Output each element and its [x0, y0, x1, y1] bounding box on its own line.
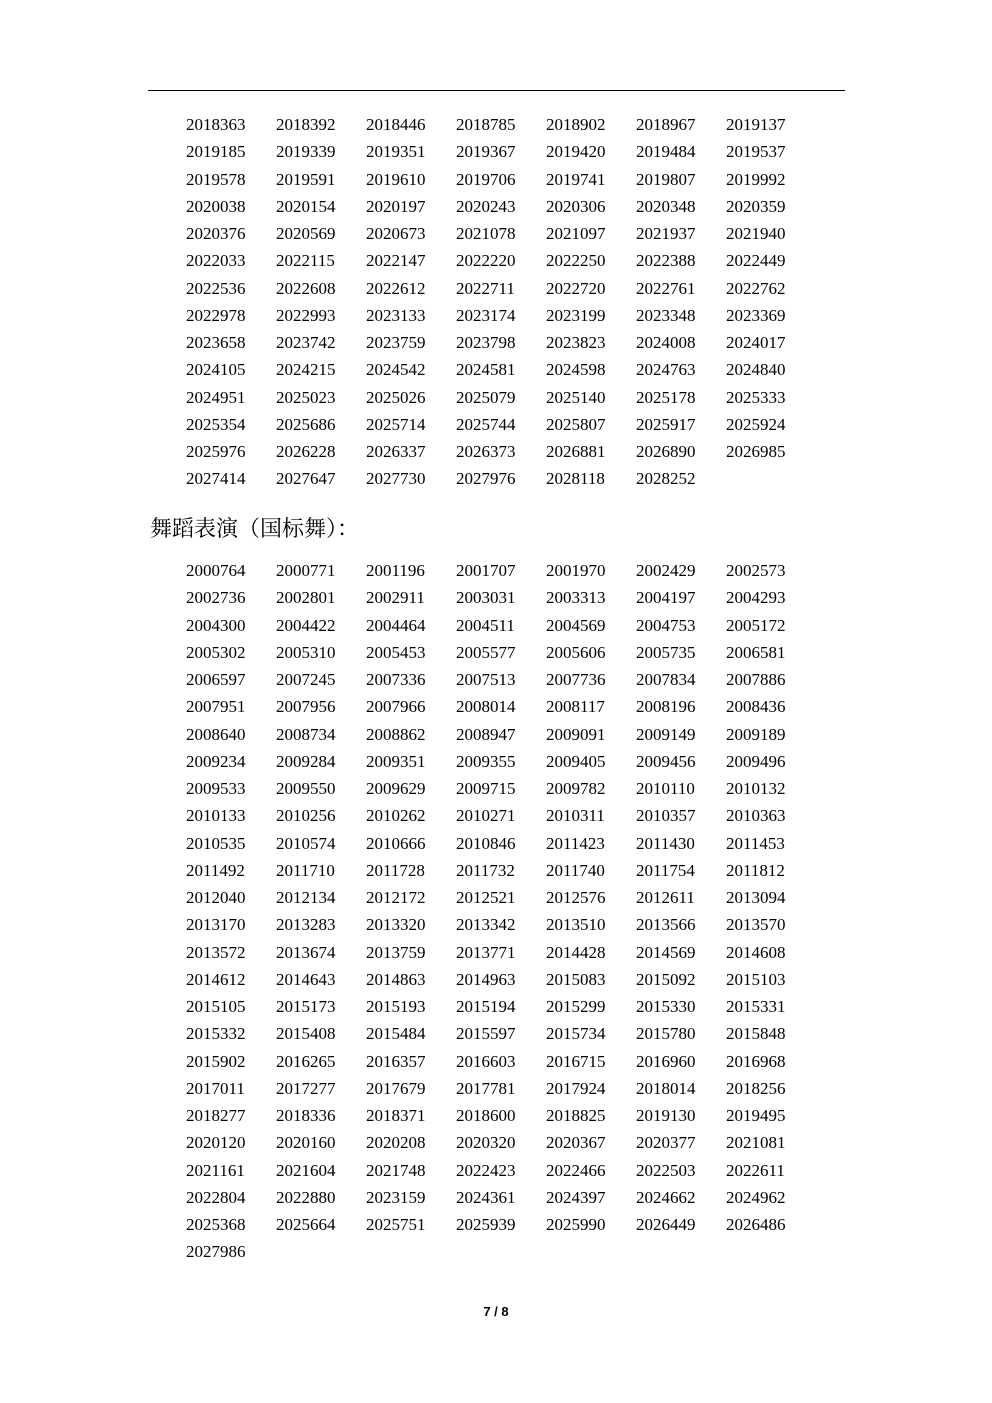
id-number: 2025023: [276, 387, 336, 407]
id-number: 2012521: [456, 888, 516, 907]
id-number: 2015484: [366, 1024, 426, 1044]
id-number: 2022503: [636, 1160, 696, 1180]
id-number: 2007834: [636, 670, 696, 689]
id-number: 2019137: [726, 115, 786, 134]
id-number: 2024598: [546, 360, 606, 380]
id-number: 2008117: [546, 697, 605, 717]
id-number: 2026890: [636, 442, 696, 461]
id-number: 2010666: [366, 833, 426, 853]
id-number: 2005310: [276, 642, 336, 662]
id-number: 2025686: [276, 414, 336, 434]
id-number: 2023823: [546, 333, 606, 352]
id-number: 2022720: [546, 278, 606, 298]
id-number: 2019351: [366, 142, 426, 162]
id-list-ballroom-dance: [186, 557, 816, 1266]
id-number: 2022466: [546, 1160, 606, 1180]
id-number: 2009149: [636, 724, 696, 744]
id-number: 2013759: [366, 942, 426, 962]
id-number: 2020197: [366, 196, 426, 216]
id-number: 2022250: [546, 251, 606, 271]
id-number: 2022804: [186, 1187, 246, 1207]
id-number: 2013771: [456, 942, 516, 962]
id-number: 2026228: [276, 442, 336, 461]
id-number: 2004569: [546, 615, 606, 635]
id-number: 2009533: [186, 779, 246, 798]
section-heading-ballroom-dance: 舞蹈表演（国标舞）：: [150, 517, 360, 542]
id-number: 2009351: [366, 751, 426, 771]
id-number: 2025917: [636, 414, 696, 434]
id-number: 2004300: [186, 615, 246, 635]
id-number: 2015780: [636, 1024, 696, 1044]
id-number: 2008014: [456, 697, 516, 717]
id-number: 2027414: [186, 469, 246, 489]
id-number: 2025079: [456, 387, 516, 407]
id-number: 2013094: [726, 888, 786, 907]
id-number: 2023658: [186, 333, 246, 352]
id-number: 2007736: [546, 670, 606, 689]
id-number: 2024962: [726, 1187, 786, 1207]
id-number: 2019537: [726, 142, 786, 162]
id-number: 2026373: [456, 442, 516, 461]
id-number: 2019578: [186, 169, 246, 189]
id-number: 2015194: [456, 997, 516, 1016]
id-number: 2020038: [186, 196, 246, 216]
id-number: 2015734: [546, 1024, 606, 1044]
id-number: 2014612: [186, 969, 246, 989]
id-number: 2010132: [726, 779, 786, 798]
id-number: 2008734: [276, 724, 336, 744]
id-number: 2009234: [186, 751, 246, 771]
id-number: 2010535: [186, 833, 246, 853]
id-number: 2022761: [636, 278, 696, 298]
id-number: 2009715: [456, 779, 516, 798]
id-number: 2020376: [186, 224, 246, 243]
id-number: 2001196: [366, 561, 425, 580]
id-number: 2027976: [456, 469, 516, 489]
id-number: 2022388: [636, 251, 696, 271]
id-number: 2009782: [546, 779, 606, 798]
id-number: 2016715: [546, 1051, 606, 1071]
id-number: 2018392: [276, 115, 336, 134]
id-number: 2021097: [546, 224, 606, 243]
id-number: 2024581: [456, 360, 516, 380]
id-number: 2007336: [366, 670, 426, 689]
id-number: 2028118: [546, 469, 605, 489]
id-number: 2025924: [726, 414, 786, 434]
id-number: 2025744: [456, 414, 516, 434]
id-number: 2019339: [276, 142, 336, 162]
id-number: 2016960: [636, 1051, 696, 1071]
id-number: 2025368: [186, 1215, 246, 1234]
id-number: 2012134: [276, 888, 336, 907]
id-number: 2017679: [366, 1078, 426, 1098]
id-number: 2004753: [636, 615, 696, 635]
id-number: 2002429: [636, 561, 696, 580]
id-number: 2023798: [456, 333, 516, 352]
id-number: 2021940: [726, 224, 786, 243]
id-number: 2012040: [186, 888, 246, 907]
id-number: 2023199: [546, 305, 606, 325]
id-number: 2004511: [456, 615, 515, 635]
id-number: 2021078: [456, 224, 516, 243]
id-number: 2016968: [726, 1051, 786, 1071]
id-number: 2019741: [546, 169, 606, 189]
id-number: 2025178: [636, 387, 696, 407]
id-number: 2023133: [366, 305, 426, 325]
id-number: 2020569: [276, 224, 336, 243]
id-number: 2020208: [366, 1133, 426, 1153]
id-number: 2025354: [186, 414, 246, 434]
id-number: 2018256: [726, 1078, 786, 1098]
id-number: 2015408: [276, 1024, 336, 1044]
id-number: 2003031: [456, 588, 516, 608]
id-number: 2015848: [726, 1024, 786, 1044]
id-number: 2008196: [636, 697, 696, 717]
id-number: 2015103: [726, 969, 786, 989]
id-number: 2024017: [726, 333, 786, 352]
id-number: 2009405: [546, 751, 606, 771]
id-number: 2017011: [186, 1078, 245, 1098]
id-list-continued: [186, 111, 816, 493]
id-number: 2015193: [366, 997, 426, 1016]
id-number: 2023159: [366, 1187, 426, 1207]
id-number: 2022993: [276, 305, 336, 325]
id-number: 2013170: [186, 915, 246, 935]
id-number: 2025807: [546, 414, 606, 434]
id-number: 2026985: [726, 442, 786, 461]
id-number: 2001707: [456, 561, 516, 580]
id-number: 2023174: [456, 305, 516, 325]
id-number: 2028252: [636, 469, 696, 489]
id-number: 2011423: [546, 833, 605, 853]
id-number: 2004293: [726, 588, 786, 608]
id-number: 2021161: [186, 1160, 245, 1180]
id-number: 2025990: [546, 1215, 606, 1234]
id-number: 2015173: [276, 997, 336, 1016]
id-number: 2001970: [546, 561, 606, 580]
id-number: 2018336: [276, 1106, 336, 1125]
id-number: 2025714: [366, 414, 426, 434]
id-number: 2011754: [636, 860, 695, 880]
id-number: 2019992: [726, 169, 786, 189]
id-number: 2005453: [366, 642, 426, 662]
id-number: 2010133: [186, 806, 246, 826]
id-number: 2018785: [456, 115, 516, 134]
id-number: 2019130: [636, 1106, 696, 1125]
id-number: 2010846: [456, 833, 516, 853]
id-number: 2014608: [726, 942, 786, 962]
id-number: 2013566: [636, 915, 696, 935]
id-number: 2015597: [456, 1024, 516, 1044]
page-number: 7 / 8: [483, 1304, 509, 1319]
id-number: 2022033: [186, 251, 246, 271]
id-number: 2013320: [366, 915, 426, 935]
id-number: 2015299: [546, 997, 606, 1016]
id-number: 2020348: [636, 196, 696, 216]
id-number: 2006597: [186, 670, 246, 689]
id-number: 2019610: [366, 169, 426, 189]
id-number: 2011732: [456, 860, 515, 880]
id-number: 2024951: [186, 387, 246, 407]
id-number: 2025026: [366, 387, 426, 407]
id-number: 2018277: [186, 1106, 246, 1125]
id-number: 2010574: [276, 833, 336, 853]
id-number: 2019367: [456, 142, 516, 162]
id-number: 2018014: [636, 1078, 696, 1098]
id-number: 2010256: [276, 806, 336, 826]
id-number: 2014863: [366, 969, 426, 989]
id-number: 2019706: [456, 169, 516, 189]
id-number: 2024763: [636, 360, 696, 380]
id-number: 2013572: [186, 942, 246, 962]
id-number: 2015330: [636, 997, 696, 1016]
id-number: 2022880: [276, 1187, 336, 1207]
id-number: 2011453: [726, 833, 785, 853]
id-number: 2010363: [726, 806, 786, 826]
id-number: 2002736: [186, 588, 246, 608]
id-number: 2018446: [366, 115, 426, 134]
id-number: 2024008: [636, 333, 696, 352]
id-number: 2018825: [546, 1106, 606, 1125]
id-number: 2007966: [366, 697, 426, 717]
id-number: 2005302: [186, 642, 246, 662]
id-number: 2009284: [276, 751, 336, 771]
id-number: 2011740: [546, 860, 605, 880]
id-number: 2025333: [726, 387, 786, 407]
id-number: 2010271: [456, 806, 516, 826]
id-number: 2017277: [276, 1078, 336, 1098]
id-number: 2025751: [366, 1215, 426, 1234]
id-number: 2003313: [546, 588, 606, 608]
id-number: 2022612: [366, 278, 426, 298]
id-number: 2002911: [366, 588, 425, 608]
id-number: 2008947: [456, 724, 516, 744]
id-number: 2009456: [636, 751, 696, 771]
id-number: 2012172: [366, 888, 426, 907]
id-number: 2014569: [636, 942, 696, 962]
id-number: 2020306: [546, 196, 606, 216]
id-number: 2021081: [726, 1133, 786, 1153]
id-number: 2022536: [186, 278, 246, 298]
id-number: 2027986: [186, 1242, 246, 1262]
id-number: 2009629: [366, 779, 426, 798]
id-number: 2006581: [726, 642, 786, 662]
id-number: 2022115: [276, 251, 335, 271]
id-number: 2008640: [186, 724, 246, 744]
id-number: 2022449: [726, 251, 786, 271]
id-number: 2013674: [276, 942, 336, 962]
id-number: 2015083: [546, 969, 606, 989]
id-number: 2009189: [726, 724, 786, 744]
id-number: 2013570: [726, 915, 786, 935]
id-number: 2024397: [546, 1187, 606, 1207]
id-number: 2007245: [276, 670, 336, 689]
id-number: 2020673: [366, 224, 426, 243]
id-number: 2008862: [366, 724, 426, 744]
id-number: 2025140: [546, 387, 606, 407]
id-number: 2016357: [366, 1051, 426, 1071]
id-number: 2020367: [546, 1133, 606, 1153]
id-number: 2020320: [456, 1133, 516, 1153]
id-number: 2013342: [456, 915, 516, 935]
id-number: 2018371: [366, 1106, 426, 1125]
id-number: 2025939: [456, 1215, 516, 1234]
id-number: 2019591: [276, 169, 336, 189]
id-number: 2008436: [726, 697, 786, 717]
id-number: 2011430: [636, 833, 695, 853]
id-number: 2015902: [186, 1051, 246, 1071]
id-number: 2011812: [726, 860, 785, 880]
id-number: 2019495: [726, 1106, 786, 1125]
id-number: 2026486: [726, 1215, 786, 1234]
id-number: 2009496: [726, 751, 786, 771]
id-number: 2019185: [186, 142, 246, 162]
id-number: 2022220: [456, 251, 516, 271]
id-number: 2011492: [186, 860, 245, 880]
id-number: 2016265: [276, 1051, 336, 1071]
id-number: 2010357: [636, 806, 696, 826]
id-number: 2021937: [636, 224, 696, 243]
id-number: 2007886: [726, 670, 786, 689]
id-number: 2024542: [366, 360, 426, 380]
id-number: 2023369: [726, 305, 786, 325]
id-number: 2013510: [546, 915, 606, 935]
id-number: 2013283: [276, 915, 336, 935]
id-number: 2021604: [276, 1160, 336, 1180]
id-number: 2022147: [366, 251, 426, 271]
id-number: 2010110: [636, 779, 695, 798]
id-number: 2018600: [456, 1106, 516, 1125]
id-number: 2015105: [186, 997, 246, 1016]
id-number: 2005172: [726, 615, 786, 635]
id-number: 2011710: [276, 860, 335, 880]
id-number: 2007956: [276, 697, 336, 717]
id-number: 2004464: [366, 615, 426, 635]
id-number: 2012576: [546, 888, 606, 907]
id-number: 2005735: [636, 642, 696, 662]
id-number: 2019807: [636, 169, 696, 189]
id-number: 2024361: [456, 1187, 516, 1207]
id-number: 2023759: [366, 333, 426, 352]
id-number: 2002573: [726, 561, 786, 580]
id-number: 2004422: [276, 615, 336, 635]
id-number: 2022978: [186, 305, 246, 325]
id-number: 2015331: [726, 997, 786, 1016]
id-number: 2004197: [636, 588, 696, 608]
id-number: 2015092: [636, 969, 696, 989]
id-number: 2014428: [546, 942, 606, 962]
id-number: 2018902: [546, 115, 606, 134]
id-number: 2022608: [276, 278, 336, 298]
id-number: 2025976: [186, 442, 246, 461]
id-number: 2009091: [546, 724, 606, 744]
id-number: 2020160: [276, 1133, 336, 1153]
id-number: 2005577: [456, 642, 516, 662]
id-number: 2020154: [276, 196, 336, 216]
id-number: 2022762: [726, 278, 786, 298]
id-number: 2017781: [456, 1078, 516, 1098]
id-number: 2022423: [456, 1160, 516, 1180]
id-number: 2002801: [276, 588, 336, 608]
id-number: 2011728: [366, 860, 425, 880]
id-number: 2020359: [726, 196, 786, 216]
id-number: 2018967: [636, 115, 696, 134]
id-number: 2009550: [276, 779, 336, 798]
id-number: 2014643: [276, 969, 336, 989]
id-number: 2027647: [276, 469, 336, 489]
id-number: 2019420: [546, 142, 606, 162]
id-number: 2017924: [546, 1078, 606, 1098]
id-number: 2000764: [186, 561, 246, 580]
id-number: 2010262: [366, 806, 426, 826]
header-rule: [148, 90, 845, 91]
id-number: 2026449: [636, 1215, 696, 1234]
id-number: 2024840: [726, 360, 786, 380]
id-number: 2012611: [636, 888, 695, 907]
id-number: 2005606: [546, 642, 606, 662]
id-number: 2027730: [366, 469, 426, 489]
id-number: 2020377: [636, 1133, 696, 1153]
id-number: 2007951: [186, 697, 246, 717]
id-number: 2019484: [636, 142, 696, 162]
id-number: 2026881: [546, 442, 606, 461]
id-number: 2023742: [276, 333, 336, 352]
id-number: 2020243: [456, 196, 516, 216]
id-number: 2024215: [276, 360, 336, 380]
id-number: 2024105: [186, 360, 246, 380]
id-number: 2026337: [366, 442, 426, 461]
id-number: 2021748: [366, 1160, 426, 1180]
id-number: 2016603: [456, 1051, 516, 1071]
id-number: 2022711: [456, 278, 515, 298]
id-number: 2010311: [546, 806, 605, 826]
id-number: 2023348: [636, 305, 696, 325]
id-number: 2024662: [636, 1187, 696, 1207]
id-number: 2007513: [456, 670, 516, 689]
id-number: 2025664: [276, 1215, 336, 1234]
id-number: 2020120: [186, 1133, 246, 1153]
id-number: 2015332: [186, 1024, 246, 1044]
id-number: 2014963: [456, 969, 516, 989]
id-number: 2009355: [456, 751, 516, 771]
id-number: 2018363: [186, 115, 246, 134]
id-number: 2022611: [726, 1160, 785, 1180]
id-number: 2000771: [276, 561, 336, 580]
